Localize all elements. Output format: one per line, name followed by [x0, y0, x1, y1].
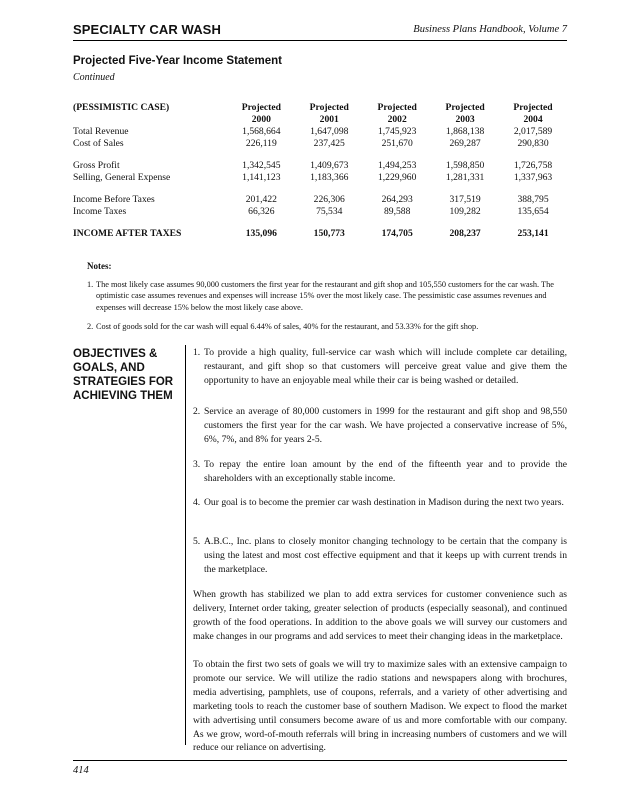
page-title: Projected Five-Year Income Statement — [73, 55, 282, 67]
objective-text: A.B.C., Inc. plans to closely monitor changing technology to be certain that the company is using the latest and most cost effective equipment and that it keeps up with current trends in the marketplace. — [204, 536, 567, 575]
table-row — [73, 206, 567, 218]
table-cell: 251,670 — [381, 138, 413, 149]
column-year: 2003 — [455, 114, 475, 125]
table-cell: 388,795 — [517, 194, 549, 205]
table-cell: 135,096 — [245, 228, 277, 239]
table-cell: 1,745,923 — [377, 126, 417, 137]
column-header-line1: Projected — [513, 102, 553, 113]
section-divider — [185, 345, 186, 745]
row-label: Total Revenue — [73, 126, 129, 137]
column-header-line1: Projected — [309, 102, 349, 113]
objective-text: To provide a high quality, full-service car wash which will include complete car detailing, restaurant, and gift shop so that customers will perceive great value and give them the opportunity to have an enjoyable meal while their car is being washed or detailed. — [204, 347, 567, 386]
notes-heading: Notes: — [87, 261, 112, 271]
row-label: INCOME AFTER TAXES — [73, 228, 182, 239]
column-header — [227, 102, 295, 114]
table-cell: 1,598,850 — [445, 160, 485, 171]
body-paragraph: When growth has stabilized we plan to add extra services for customer convenience such as delivery, Internet order taking, greater selection of products (especially seasonal), and continued growth of the food operations. In addition to the above goals we will survey our customers and make changes in our programs and add services to meet their changing ideas in the marketplace. — [193, 589, 567, 642]
table-cell: 1,337,963 — [513, 172, 553, 183]
table-row — [73, 160, 567, 172]
objective-number: 2. — [193, 406, 201, 417]
table-row — [73, 194, 567, 206]
row-label: Income Taxes — [73, 206, 127, 217]
table-spacer — [73, 218, 567, 228]
column-header-line1: Projected — [377, 102, 417, 113]
objective-number: 3. — [193, 459, 201, 470]
table-cell: 89,588 — [383, 206, 411, 217]
column-header — [363, 102, 431, 114]
note-item — [87, 321, 557, 332]
section-heading: OBJECTIVES & GOALS, AND STRATEGIES FOR ACHIEVING THEM — [73, 348, 174, 402]
running-title: SPECIALTY CAR WASH — [73, 22, 221, 37]
table-header-row — [73, 114, 567, 126]
table-cell: 1,647,098 — [310, 126, 349, 137]
table-cell: 269,287 — [449, 138, 481, 149]
table-cell: 1,494,253 — [377, 160, 417, 171]
note-number: 2. — [87, 322, 94, 331]
row-label: Cost of Sales — [73, 138, 124, 149]
table-cell: 201,422 — [245, 194, 277, 205]
footer-rule — [73, 760, 567, 761]
table-row — [73, 126, 567, 138]
table-cell: 1,868,138 — [445, 126, 485, 137]
table-cell: 290,830 — [517, 138, 549, 149]
row-label: Selling, General Expense — [73, 172, 171, 183]
table-cell: 226,119 — [245, 138, 277, 149]
case-label: (PESSIMISTIC CASE) — [73, 102, 170, 113]
objective-item — [193, 496, 567, 510]
income-statement-table — [73, 102, 567, 240]
table-header-row — [73, 102, 567, 114]
table-cell: 135,654 — [517, 206, 549, 217]
table-cell: 1,568,664 — [242, 126, 281, 137]
table-cell: 317,519 — [449, 194, 481, 205]
note-text: Cost of goods sold for the car wash will equal 6.44% of sales, 40% for the restaurant, and 53.33% for the gift shop. — [96, 322, 479, 331]
note-text: The most likely case assumes 90,000 customers the first year for the restaurant and gift shop and 105,550 customers for the car wash. The optimistic case assumes revenues and expenses will increase 15% over the most likely case. The pessimistic case assumes revenues and expenses will decrease 15% below the most likely case above. — [96, 280, 554, 312]
table-cell: 1,281,331 — [445, 172, 485, 183]
table-cell: 264,293 — [381, 194, 413, 205]
table-cell: 237,425 — [313, 138, 345, 149]
column-year: 2000 — [251, 114, 271, 125]
table-cell: 226,306 — [313, 194, 345, 205]
objective-item — [193, 346, 567, 387]
objective-text: To repay the entire loan amount by the end of the fifteenth year and to provide the shareholders with an exceptionally stable income. — [204, 459, 567, 484]
table-cell: 253,141 — [517, 228, 549, 239]
table-cell: 2,017,589 — [513, 126, 553, 137]
table-cell: 1,183,366 — [310, 172, 349, 183]
objective-text: Our goal is to become the premier car wash destination in Madison during the next two years. — [204, 497, 564, 508]
table-cell: 1,141,123 — [242, 172, 281, 183]
column-year: 2002 — [387, 114, 407, 125]
objective-number: 1. — [193, 347, 201, 358]
objective-item — [193, 458, 567, 486]
column-year: 2001 — [319, 114, 339, 125]
note-number: 1. — [87, 280, 94, 289]
table-row — [73, 172, 567, 184]
objective-item — [193, 405, 567, 446]
objective-number: 5. — [193, 536, 201, 547]
table-cell: 208,237 — [449, 228, 481, 239]
table-cell: 66,326 — [248, 206, 275, 217]
table-cell: 174,705 — [381, 228, 413, 239]
objective-text: Service an average of 80,000 customers in 1999 for the restaurant and gift shop and 98,550 customers the first year for the car wash. We have projected a conservative increase of 5%, 6%, 7%, and 8% for years 2-5. — [204, 406, 567, 445]
table-cell: 1,409,673 — [310, 160, 349, 171]
book-title: Business Plans Handbook, Volume 7 — [413, 24, 567, 35]
column-year: 2004 — [523, 114, 543, 125]
column-header — [431, 102, 499, 114]
table-row — [73, 138, 567, 150]
table-cell: 1,229,960 — [377, 172, 417, 183]
objective-number: 4. — [193, 497, 201, 508]
column-header-line1: Projected — [241, 102, 281, 113]
table-cell: 75,534 — [316, 206, 343, 217]
page-number: 414 — [73, 765, 89, 776]
table-spacer — [73, 184, 567, 194]
table-cell: 1,726,758 — [513, 160, 553, 171]
column-header-line1: Projected — [445, 102, 485, 113]
page-subtitle: Continued — [73, 72, 115, 83]
page-header — [73, 22, 567, 41]
note-item — [87, 279, 557, 313]
table-cell: 1,342,545 — [242, 160, 281, 171]
body-paragraph: To obtain the first two sets of goals we will try to maximize sales with an extensive campaign to promote our service. We will utilize the radio stations and newspapers along with brochures, media advertising, pamphlets, use of coupons, referrals, and a variety of other advertising and marketing tools to reach the customer base of southern Madison. We expect to flood the market with advertising until consumers become aware of us and more comfortable with our company. As we grow, word-of-mouth referrals will bring in increasing numbers of customers and we will reduce our reliance on advertising. — [193, 659, 567, 754]
row-label: Income Before Taxes — [73, 194, 155, 205]
table-spacer — [73, 150, 567, 160]
table-cell: 109,282 — [449, 206, 481, 217]
column-header — [295, 102, 363, 114]
table-row-total — [73, 228, 567, 240]
row-label: Gross Profit — [73, 160, 120, 171]
objective-item — [193, 535, 567, 576]
table-cell: 150,773 — [313, 228, 345, 239]
column-header — [499, 102, 567, 114]
